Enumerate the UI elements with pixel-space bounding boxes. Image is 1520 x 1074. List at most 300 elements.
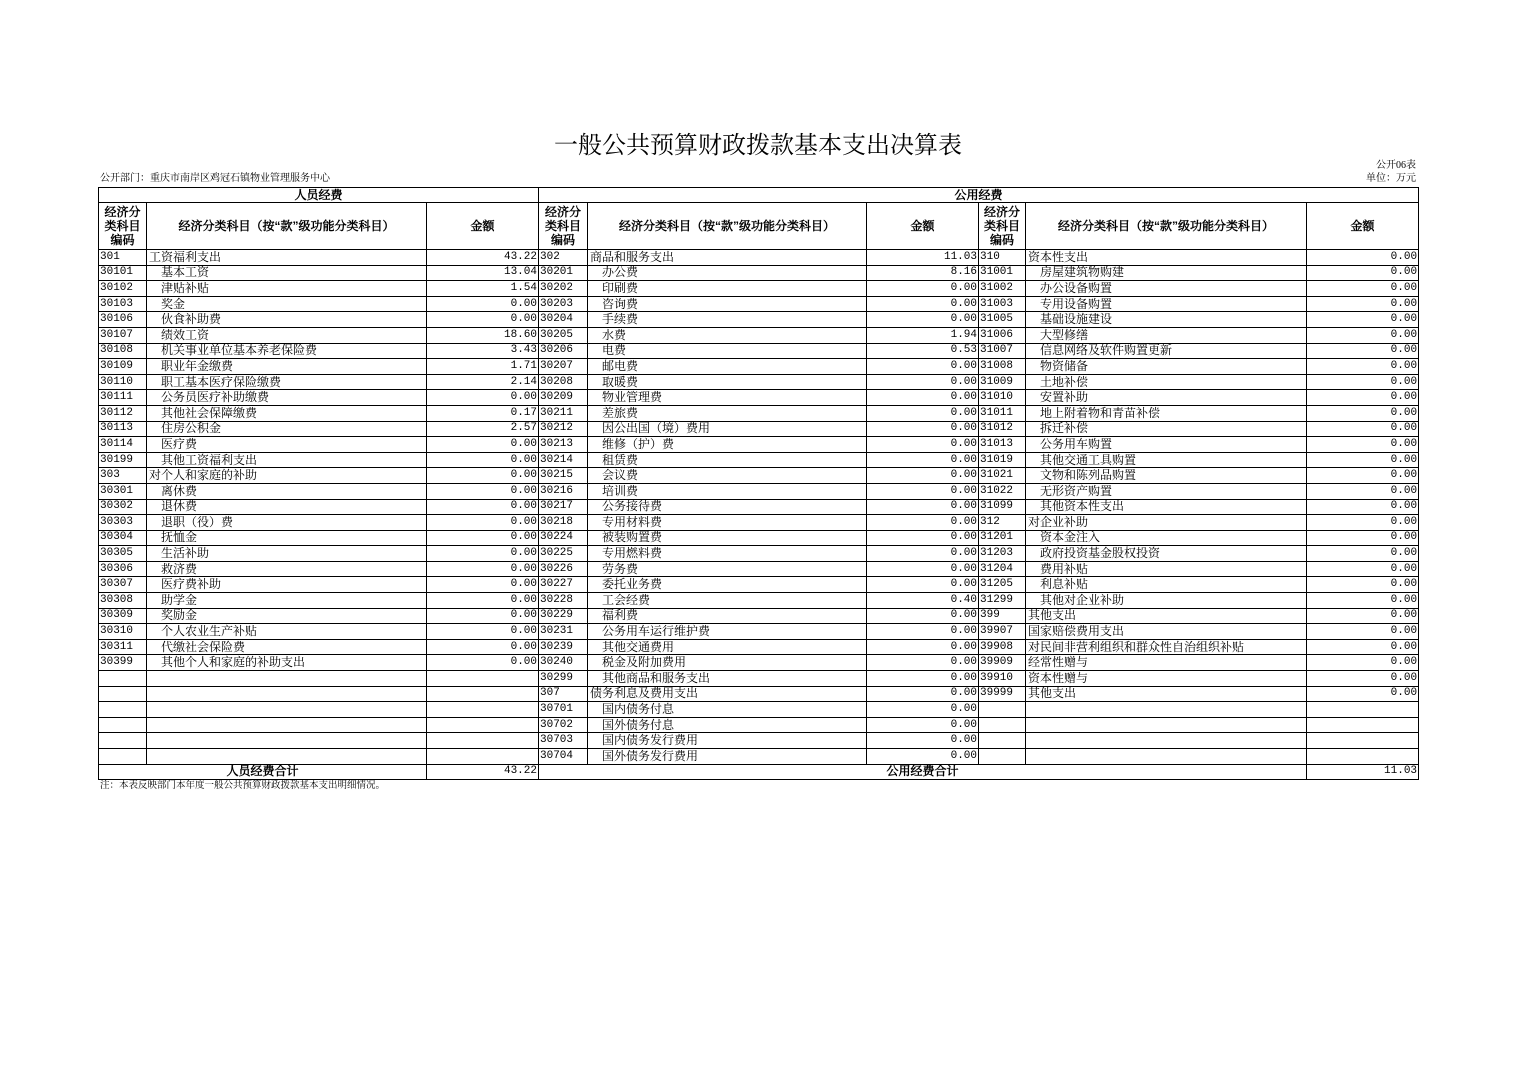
public-right-amount-cell: 0.00 [1307,546,1419,562]
public-right-amount-cell: 0.00 [1307,250,1419,266]
public-left-amount-cell: 0.00 [867,546,979,562]
public-left-code-cell: 30214 [539,452,588,468]
public-right-code-cell: 39909 [979,655,1026,671]
personnel-name-cell: 其他社会保障缴费 [147,405,427,421]
public-left-name-cell: 会议费 [588,468,867,484]
public-left-name-cell: 印刷费 [588,281,867,297]
public-right-code-cell [979,749,1026,765]
table-row [99,671,1419,687]
table-row [99,546,1419,562]
personnel-name-cell: 离休费 [147,483,427,499]
personnel-amount-cell: 43.22 [427,250,539,266]
public-left-amount-column-header: 金额 [867,203,979,250]
public-right-code-cell: 31012 [979,421,1026,437]
public-right-code-cell: 399 [979,608,1026,624]
personnel-name-cell: 生活补助 [147,546,427,562]
public-right-name-cell: 房屋建筑物购建 [1026,265,1307,281]
public-right-code-cell: 39999 [979,686,1026,702]
public-left-amount-cell: 0.00 [867,390,979,406]
personnel-amount-cell: 1.54 [427,281,539,297]
public-left-code-cell: 302 [539,250,588,266]
public-left-amount-cell: 0.00 [867,468,979,484]
personnel-code-cell [99,671,147,687]
public-left-amount-cell: 0.00 [867,483,979,499]
table-row [99,499,1419,515]
public-right-code-cell: 310 [979,250,1026,266]
department-label: 公开部门：重庆市南岸区鸡冠石镇物业管理服务中心 [100,173,330,184]
personnel-amount-cell: 0.00 [427,624,539,640]
public-left-name-cell: 债务利息及费用支出 [588,686,867,702]
public-left-name-cell: 水费 [588,327,867,343]
personnel-code-cell: 30304 [99,530,147,546]
public-right-name-cell: 物资储备 [1026,359,1307,375]
public-right-name-cell: 拆迁补偿 [1026,421,1307,437]
personnel-name-cell [147,702,427,718]
public-right-amount-cell: 0.00 [1307,281,1419,297]
header-line: 编码 [110,233,135,247]
public-left-name-cell: 国外债务付息 [588,717,867,733]
public-left-code-cell: 30702 [539,717,588,733]
personnel-code-column-header [99,203,147,250]
personnel-amount-cell: 0.00 [427,437,539,453]
public-left-name-cell: 专用燃料费 [588,546,867,562]
table-row [99,593,1419,609]
public-right-code-cell: 31006 [979,327,1026,343]
public-left-code-cell: 30231 [539,624,588,640]
public-right-code-cell: 39910 [979,671,1026,687]
public-left-amount-cell: 0.40 [867,593,979,609]
table-row [99,452,1419,468]
public-right-name-cell: 大型修缮 [1026,327,1307,343]
personnel-amount-cell [427,702,539,718]
public-left-amount-cell: 0.00 [867,561,979,577]
personnel-name-cell: 职工基本医疗保险缴费 [147,374,427,390]
table-row [99,483,1419,499]
public-left-name-cell: 办公费 [588,265,867,281]
personnel-code-cell: 30111 [99,390,147,406]
public-left-amount-cell: 0.00 [867,359,979,375]
public-left-amount-cell: 0.00 [867,312,979,328]
page-title: 一般公共预算财政拨款基本支出决算表 [554,133,962,159]
personnel-code-cell [99,686,147,702]
public-right-name-cell: 资本性支出 [1026,250,1307,266]
personnel-name-cell: 津贴补贴 [147,281,427,297]
table-row [99,717,1419,733]
personnel-name-cell: 工资福利支出 [147,250,427,266]
personnel-code-cell: 30308 [99,593,147,609]
public-left-amount-cell: 1.94 [867,327,979,343]
public-left-amount-cell: 0.00 [867,452,979,468]
public-right-name-cell: 国家赔偿费用支出 [1026,624,1307,640]
table-row [99,327,1419,343]
public-right-name-cell: 其他交通工具购置 [1026,452,1307,468]
public-right-name-cell: 政府投资基金股权投资 [1026,546,1307,562]
public-left-amount-cell: 0.00 [867,421,979,437]
public-left-code-cell: 30208 [539,374,588,390]
personnel-name-cell: 个人农业生产补贴 [147,624,427,640]
public-right-amount-cell [1307,702,1419,718]
public-left-amount-cell: 0.00 [867,717,979,733]
public-right-amount-cell: 0.00 [1307,265,1419,281]
public-left-name-cell: 公务接待费 [588,499,867,515]
public-right-amount-cell: 0.00 [1307,343,1419,359]
public-left-name-cell: 福利费 [588,608,867,624]
personnel-name-cell: 退职（役）费 [147,515,427,531]
personnel-amount-cell: 0.00 [427,530,539,546]
public-left-code-cell: 30217 [539,499,588,515]
public-left-amount-cell: 0.00 [867,624,979,640]
public-left-name-cell: 工会经费 [588,593,867,609]
personnel-name-cell: 公务员医疗补助缴费 [147,390,427,406]
personnel-name-cell: 医疗费 [147,437,427,453]
public-left-name-cell: 国内债务发行费用 [588,733,867,749]
public-right-amount-cell: 0.00 [1307,452,1419,468]
public-left-amount-cell: 0.00 [867,608,979,624]
public-left-name-cell: 税金及附加费用 [588,655,867,671]
public-right-name-cell [1026,733,1307,749]
personnel-amount-cell: 18.60 [427,327,539,343]
public-left-amount-cell: 0.00 [867,702,979,718]
public-left-amount-cell: 0.00 [867,733,979,749]
public-right-name-cell: 其他支出 [1026,686,1307,702]
public-left-amount-cell: 0.00 [867,749,979,765]
public-left-amount-cell: 0.00 [867,530,979,546]
personnel-amount-cell: 1.71 [427,359,539,375]
public-right-name-cell: 利息补贴 [1026,577,1307,593]
table-row [99,639,1419,655]
public-left-name-cell: 差旅费 [588,405,867,421]
table-row [99,515,1419,531]
public-left-name-cell: 培训费 [588,483,867,499]
personnel-code-cell: 30306 [99,561,147,577]
table-body [99,250,1419,765]
personnel-code-cell: 30310 [99,624,147,640]
public-right-amount-cell: 0.00 [1307,421,1419,437]
personnel-code-cell: 30307 [99,577,147,593]
personnel-amount-column-header: 金额 [427,203,539,250]
public-left-amount-cell: 8.16 [867,265,979,281]
public-right-code-cell: 31002 [979,281,1026,297]
personnel-amount-cell: 0.00 [427,483,539,499]
public-left-code-cell: 30240 [539,655,588,671]
personnel-amount-cell: 2.14 [427,374,539,390]
table-row [99,624,1419,640]
public-expense-header: 公用经费 [539,188,1419,203]
public-right-amount-cell [1307,749,1419,765]
public-right-code-cell: 312 [979,515,1026,531]
personnel-code-cell: 30309 [99,608,147,624]
personnel-amount-cell: 0.00 [427,577,539,593]
public-right-name-cell: 其他支出 [1026,608,1307,624]
personnel-name-cell [147,671,427,687]
personnel-amount-cell: 0.00 [427,296,539,312]
personnel-name-cell: 对个人和家庭的补助 [147,468,427,484]
public-right-amount-cell: 0.00 [1307,405,1419,421]
personnel-name-cell: 机关事业单位基本养老保险费 [147,343,427,359]
public-left-code-cell: 30211 [539,405,588,421]
public-left-amount-cell: 0.00 [867,281,979,297]
personnel-name-column-header: 经济分类科目（按“款”级功能分类科目） [147,203,427,250]
table-row [99,359,1419,375]
public-right-amount-cell: 0.00 [1307,577,1419,593]
public-right-name-cell: 其他资本性支出 [1026,499,1307,515]
public-left-code-cell: 30229 [539,608,588,624]
public-left-name-cell: 国外债务发行费用 [588,749,867,765]
public-right-amount-cell [1307,717,1419,733]
public-right-code-cell: 31010 [979,390,1026,406]
public-left-code-cell: 30215 [539,468,588,484]
form-number: 公开06表 [1376,160,1416,171]
public-right-amount-cell: 0.00 [1307,483,1419,499]
public-right-name-cell: 公务用车购置 [1026,437,1307,453]
personnel-total-label: 人员经费合计 [99,764,427,779]
public-left-amount-cell: 0.00 [867,655,979,671]
personnel-name-cell: 医疗费补助 [147,577,427,593]
public-left-name-cell: 劳务费 [588,561,867,577]
personnel-amount-cell: 0.17 [427,405,539,421]
personnel-name-cell: 伙食补助费 [147,312,427,328]
public-left-code-cell: 30218 [539,515,588,531]
footnote: 注：本表反映部门本年度一般公共预算财政拨款基本支出明细情况。 [100,781,386,791]
public-left-amount-cell: 11.03 [867,250,979,266]
public-left-code-cell: 30206 [539,343,588,359]
expenditure-table [98,187,1419,780]
table-row [99,468,1419,484]
public-left-code-cell: 30213 [539,437,588,453]
public-left-amount-cell: 0.00 [867,437,979,453]
header-line: 类科目 [104,219,141,233]
personnel-amount-cell [427,671,539,687]
public-right-code-cell: 31203 [979,546,1026,562]
public-right-code-cell: 31007 [979,343,1026,359]
personnel-amount-cell: 3.43 [427,343,539,359]
public-right-code-cell: 31204 [979,561,1026,577]
public-right-name-cell [1026,749,1307,765]
table-row [99,608,1419,624]
public-right-name-cell [1026,702,1307,718]
public-right-amount-cell: 0.00 [1307,437,1419,453]
personnel-name-cell: 抚恤金 [147,530,427,546]
personnel-name-cell: 助学金 [147,593,427,609]
public-right-code-cell: 31019 [979,452,1026,468]
personnel-code-cell: 30103 [99,296,147,312]
personnel-expense-header: 人员经费 [99,188,539,203]
personnel-total-amount: 43.22 [427,764,539,779]
public-left-name-cell: 物业管理费 [588,390,867,406]
table-row [99,702,1419,718]
public-right-code-cell: 31013 [979,437,1026,453]
personnel-name-cell: 基本工资 [147,265,427,281]
public-left-amount-cell: 0.00 [867,686,979,702]
personnel-code-cell: 30109 [99,359,147,375]
personnel-amount-cell: 0.00 [427,546,539,562]
table-row [99,421,1419,437]
public-right-name-cell: 文物和陈列品购置 [1026,468,1307,484]
public-left-amount-cell: 0.00 [867,405,979,421]
table-row [99,250,1419,266]
public-right-code-cell: 31201 [979,530,1026,546]
public-left-code-cell: 30299 [539,671,588,687]
personnel-name-cell: 其他工资福利支出 [147,452,427,468]
public-left-amount-cell: 0.53 [867,343,979,359]
personnel-code-cell: 30114 [99,437,147,453]
personnel-name-cell: 其他个人和家庭的补助支出 [147,655,427,671]
personnel-code-cell [99,733,147,749]
public-left-amount-cell: 0.00 [867,639,979,655]
public-right-amount-cell: 0.00 [1307,390,1419,406]
public-right-amount-cell: 0.00 [1307,530,1419,546]
public-left-code-column-header [539,203,588,250]
personnel-amount-cell: 2.57 [427,421,539,437]
personnel-name-cell: 绩效工资 [147,327,427,343]
table-row [99,733,1419,749]
personnel-code-cell: 30112 [99,405,147,421]
public-right-name-cell: 土地补偿 [1026,374,1307,390]
personnel-code-cell: 30113 [99,421,147,437]
table-row [99,312,1419,328]
public-right-code-cell: 31205 [979,577,1026,593]
public-left-code-cell: 307 [539,686,588,702]
personnel-amount-cell: 0.00 [427,390,539,406]
personnel-code-cell: 30102 [99,281,147,297]
public-right-code-column-header [979,203,1026,250]
public-left-code-cell: 30701 [539,702,588,718]
header-line: 经济分 [104,205,141,219]
table-row [99,296,1419,312]
public-left-name-cell: 取暖费 [588,374,867,390]
public-left-name-cell: 电费 [588,343,867,359]
public-left-code-cell: 30228 [539,593,588,609]
public-right-code-cell [979,702,1026,718]
personnel-name-cell [147,749,427,765]
public-right-amount-cell: 0.00 [1307,624,1419,640]
header-line: 经济分 [983,205,1020,219]
public-left-code-cell: 30203 [539,296,588,312]
personnel-name-cell: 职业年金缴费 [147,359,427,375]
public-right-code-cell [979,717,1026,733]
public-right-name-cell: 资本金注入 [1026,530,1307,546]
public-left-amount-cell: 0.00 [867,515,979,531]
public-left-name-cell: 其他交通费用 [588,639,867,655]
public-right-amount-cell: 0.00 [1307,686,1419,702]
public-left-name-cell: 咨询费 [588,296,867,312]
public-left-name-cell: 被装购置费 [588,530,867,546]
public-left-amount-cell: 0.00 [867,577,979,593]
personnel-code-cell: 30311 [99,639,147,655]
public-right-amount-cell: 0.00 [1307,515,1419,531]
header-line: 类科目 [983,219,1020,233]
public-right-name-cell: 其他对企业补助 [1026,593,1307,609]
personnel-name-cell [147,686,427,702]
public-left-name-column-header: 经济分类科目（按“款”级功能分类科目） [588,203,867,250]
total-row [99,764,1419,779]
personnel-name-cell: 代缴社会保险费 [147,639,427,655]
public-left-name-cell: 因公出国（境）费用 [588,421,867,437]
personnel-code-cell: 30302 [99,499,147,515]
public-right-amount-cell: 0.00 [1307,639,1419,655]
public-right-code-cell: 31005 [979,312,1026,328]
public-left-name-cell: 邮电费 [588,359,867,375]
public-right-name-cell: 对民间非营利组织和群众性自治组织补贴 [1026,639,1307,655]
public-left-code-cell: 30227 [539,577,588,593]
public-left-code-cell: 30212 [539,421,588,437]
personnel-amount-cell: 0.00 [427,608,539,624]
public-right-code-cell: 31001 [979,265,1026,281]
personnel-code-cell: 30301 [99,483,147,499]
personnel-amount-cell: 0.00 [427,312,539,328]
table-row [99,343,1419,359]
public-left-amount-cell: 0.00 [867,671,979,687]
personnel-code-cell: 30199 [99,452,147,468]
public-left-name-cell: 专用材料费 [588,515,867,531]
public-right-amount-cell: 0.00 [1307,655,1419,671]
table-row [99,749,1419,765]
public-left-name-cell: 商品和服务支出 [588,250,867,266]
public-left-code-cell: 30226 [539,561,588,577]
public-right-code-cell: 39907 [979,624,1026,640]
table-row [99,265,1419,281]
personnel-amount-cell: 13.04 [427,265,539,281]
personnel-name-cell: 救济费 [147,561,427,577]
table-row [99,561,1419,577]
personnel-amount-cell: 0.00 [427,655,539,671]
personnel-code-cell: 30305 [99,546,147,562]
personnel-code-cell [99,702,147,718]
public-right-code-cell: 31299 [979,593,1026,609]
public-left-name-cell: 维修（护）费 [588,437,867,453]
public-right-code-cell: 31022 [979,483,1026,499]
table-row [99,374,1419,390]
public-right-name-cell: 安置补助 [1026,390,1307,406]
public-left-name-cell: 公务用车运行维护费 [588,624,867,640]
public-right-name-cell: 信息网络及软件购置更新 [1026,343,1307,359]
public-right-amount-cell: 0.00 [1307,468,1419,484]
personnel-code-cell: 303 [99,468,147,484]
public-right-name-cell: 办公设备购置 [1026,281,1307,297]
personnel-name-cell: 奖金 [147,296,427,312]
personnel-code-cell: 30106 [99,312,147,328]
personnel-name-cell: 退休费 [147,499,427,515]
personnel-code-cell: 30110 [99,374,147,390]
personnel-name-cell: 奖励金 [147,608,427,624]
public-left-code-cell: 30224 [539,530,588,546]
public-left-code-cell: 30225 [539,546,588,562]
public-left-code-cell: 30205 [539,327,588,343]
personnel-code-cell: 30303 [99,515,147,531]
personnel-amount-cell: 0.00 [427,499,539,515]
personnel-amount-cell: 0.00 [427,515,539,531]
public-right-name-cell [1026,717,1307,733]
public-left-code-cell: 30207 [539,359,588,375]
table-row [99,577,1419,593]
public-left-code-cell: 30209 [539,390,588,406]
public-left-name-cell: 国内债务付息 [588,702,867,718]
personnel-code-cell: 30101 [99,265,147,281]
public-left-code-cell: 30204 [539,312,588,328]
personnel-amount-cell [427,686,539,702]
personnel-amount-cell: 0.00 [427,452,539,468]
table-row [99,281,1419,297]
unit-label: 单位：万元 [1366,173,1416,184]
public-right-name-cell: 资本性赠与 [1026,671,1307,687]
personnel-code-cell: 30107 [99,327,147,343]
personnel-amount-cell [427,733,539,749]
header-line: 编码 [550,233,575,247]
public-total-label: 公用经费合计 [539,764,1307,779]
public-left-code-cell: 30703 [539,733,588,749]
table-row [99,530,1419,546]
public-right-amount-cell: 0.00 [1307,327,1419,343]
